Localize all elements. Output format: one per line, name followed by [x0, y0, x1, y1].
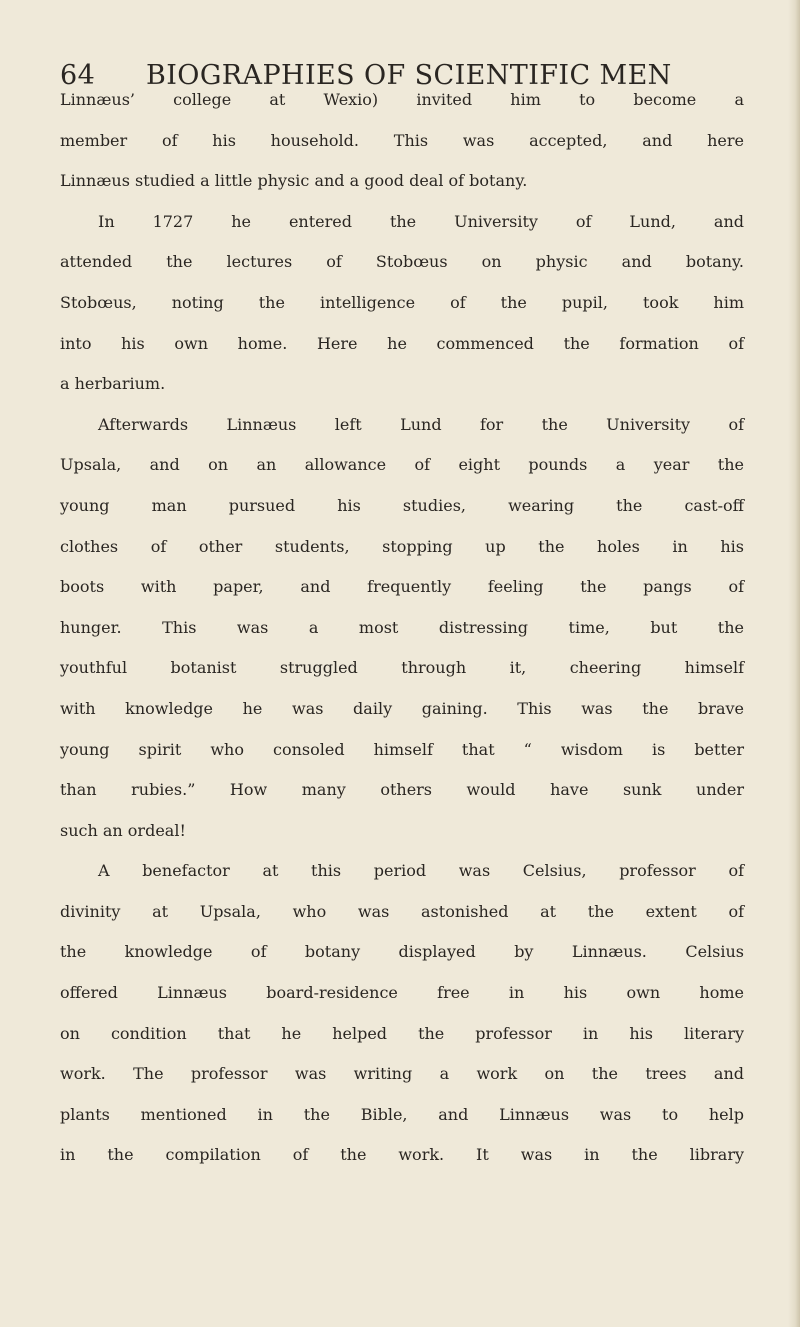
text-line: plants mentioned in the Bible, and Linnæus was to help — [60, 1104, 744, 1124]
text-line: on condition that he helped the professor in his literary — [60, 1023, 744, 1043]
text-line: work. The professor was writing a work on the trees and — [60, 1064, 744, 1084]
text-line: Linnæus’ college at Wexio) invited him to become a — [60, 90, 744, 109]
text-line: boots with paper, and frequently feeling the pangs of — [60, 577, 744, 597]
text-line: young spirit who consoled himself that “ wisdom is better — [60, 739, 744, 759]
text-line: a herbarium. — [60, 374, 166, 394]
running-head — [60, 60, 760, 91]
text-line: offered Linnæus board-residence free in his own home — [60, 983, 744, 1003]
text-line: Linnæus studied a little physic and a good deal of botany. — [60, 171, 528, 191]
text-line: In 1727 he entered the University of Lund, and — [98, 211, 744, 231]
running-title: BIOGRAPHIES OF SCIENTIFIC MEN — [146, 60, 672, 91]
text-line: Upsala, and on an allowance of eight pounds a year the — [60, 455, 744, 475]
text-line: member of his household. This was accepted, and here — [60, 130, 744, 150]
text-line: young man pursued his studies, wearing the cast-off — [60, 495, 744, 515]
page-edge-shadow — [788, 0, 800, 1327]
text-line: clothes of other students, stopping up the holes in his — [60, 536, 744, 556]
text-line: attended the lectures of Stobœus on physic and botany. — [60, 252, 744, 272]
text-line: youthful botanist struggled through it, cheering himself — [60, 658, 744, 678]
text-line: Afterwards Linnæus left Lund for the University of — [98, 414, 744, 434]
text-line: Stobœus, noting the intelligence of the pupil, took him — [60, 292, 744, 312]
text-line: divinity at Upsala, who was astonished at the extent of — [60, 901, 744, 921]
text-line: with knowledge he was daily gaining. This was the brave — [60, 698, 744, 718]
text-line: into his own home. Here he commenced the formation of — [60, 333, 744, 353]
text-line: hunger. This was a most distressing time, but the — [60, 617, 744, 637]
page-number: 64 — [60, 60, 96, 91]
text-line: than rubies.” How many others would have sunk under — [60, 780, 744, 800]
text-line: the knowledge of botany displayed by Linnæus. Celsius — [60, 942, 744, 962]
body-text — [60, 90, 744, 1186]
text-line: in the compilation of the work. It was in the library — [60, 1145, 744, 1165]
text-line: A benefactor at this period was Celsius, professor of — [98, 861, 744, 881]
text-line: such an ordeal! — [60, 820, 186, 840]
